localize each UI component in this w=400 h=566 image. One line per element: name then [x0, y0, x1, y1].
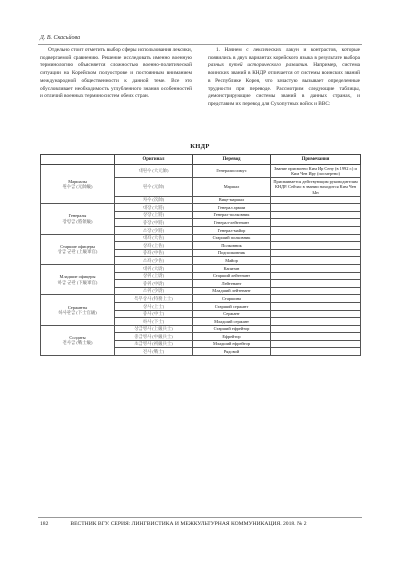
category-name-ko: 원수급 (元帥級)	[62, 184, 93, 190]
translation-cell: Младший ефрейтор	[193, 340, 271, 348]
original-cell: 중좌 (中佐)	[115, 249, 193, 257]
translation-cell: Старший лейтенант	[193, 272, 271, 280]
original-cell: 차수 (次帥)	[115, 196, 193, 204]
translation-cell: Маршал	[193, 178, 271, 196]
rank-category-cell	[41, 325, 115, 355]
note-cell	[271, 196, 361, 204]
translation-cell: Рядовой	[193, 348, 271, 356]
category-name-ko: 하급 군관 (下級軍官)	[57, 279, 98, 285]
translation-cell: Полковник	[193, 242, 271, 250]
original-cell: 상좌 (上佐)	[115, 242, 193, 250]
category-name-ko: 상급 군관 (上級軍官)	[57, 249, 98, 255]
table-row	[41, 234, 361, 242]
original-cell: 상사 (上士)	[115, 302, 193, 310]
translation-cell: Генерал-майор	[193, 226, 271, 234]
translation-cell: Младший лейтенант	[193, 287, 271, 295]
original-cell: 대원수 (大元帥)	[115, 165, 193, 178]
translation-cell: Майор	[193, 257, 271, 265]
note-cell	[271, 234, 361, 242]
table-row	[41, 264, 361, 272]
note-cell	[271, 257, 361, 265]
note-cell	[271, 280, 361, 288]
translation-cell: Сержант	[193, 310, 271, 318]
original-cell: 중급병사 (中級兵士)	[115, 333, 193, 341]
paragraph-emphasis: разных путей исторического развития	[208, 62, 308, 69]
original-cell: 대장 (大將)	[115, 204, 193, 212]
table-title: КНДР	[190, 143, 210, 150]
note-cell	[271, 295, 361, 303]
translation-cell: Старший сержант	[193, 302, 271, 310]
note-cell	[271, 264, 361, 272]
left-column-paragraph: Отдельно стоит отметить выбор сферы использования лексики, подвергаемой сравнению. Решение исследовать именно военную терминологию объясняется сложностью военно-политической ситуации на Корейском полуострове и постоянным вниманием международной общественности к данной теме. Все это обусловливает необходимость углубленного знания особенностей и отличий военных терминосистем обеих стран.	[40, 47, 192, 100]
category-name-ko: 전사급 (戰士級)	[62, 340, 93, 346]
original-cell: 중장 (中將)	[115, 219, 193, 227]
table-body	[41, 165, 361, 356]
category-name-ru: Генералы	[68, 213, 87, 219]
category-name-ru: Младшие офицеры	[59, 274, 96, 280]
original-cell: 중위 (中尉)	[115, 280, 193, 288]
rank-category-cell	[41, 165, 115, 204]
translation-cell: Старший полковник	[193, 234, 271, 242]
category-name-ru: Солдаты	[69, 334, 86, 340]
original-cell: 하사 (下士)	[115, 318, 193, 326]
note-cell	[271, 287, 361, 295]
original-cell: 원수 (元帥)	[115, 178, 193, 196]
translation-cell: Подполковник	[193, 249, 271, 257]
footer	[40, 521, 360, 527]
table-row	[41, 325, 361, 333]
note-cell	[271, 219, 361, 227]
original-cell: 소장 (少將)	[115, 226, 193, 234]
original-cell: 전사 (戰士)	[115, 348, 193, 356]
translation-cell: Лейтенант	[193, 280, 271, 288]
category-name-ru: Маршалы	[68, 178, 87, 184]
note-cell	[271, 325, 361, 333]
note-cell	[271, 318, 361, 326]
right-column	[208, 47, 360, 109]
original-cell: 대좌 (大佐)	[115, 234, 193, 242]
table-row	[41, 295, 361, 303]
header-original: Оригинал	[115, 155, 193, 165]
translation-cell: Генерал армии	[193, 204, 271, 212]
note-cell	[271, 242, 361, 250]
table-header-row	[41, 155, 361, 165]
header-category	[41, 155, 115, 165]
note-cell	[271, 204, 361, 212]
rank-category-cell	[41, 204, 115, 234]
note-cell: Звание присвоено Ким Ир Сену (в 1992 г.) и Ким Чен Иру (посмертно)	[271, 165, 361, 178]
original-cell: 초급병사 (初級兵士)	[115, 340, 193, 348]
note-cell	[271, 249, 361, 257]
header-notes: Примечания	[271, 155, 361, 165]
note-cell	[271, 302, 361, 310]
translation-cell: Вице-маршал	[193, 196, 271, 204]
category-name-ko: 장령급 (將領級)	[62, 218, 93, 224]
original-cell: 상장 (上將)	[115, 211, 193, 219]
rank-table	[40, 154, 361, 356]
category-name-ru: Старшие офицеры	[60, 243, 95, 249]
translation-cell: Генерал-лейтенант	[193, 219, 271, 227]
table-row	[41, 204, 361, 212]
header-rule	[38, 44, 362, 45]
note-cell: Присваивается действующим руководителям КНДР. Сейчас в звании находится Ким Чен Ын	[271, 178, 361, 196]
category-name-ru: Сержанты	[67, 304, 88, 310]
page-number: 182	[40, 521, 49, 527]
original-cell: 소좌 (少佐)	[115, 257, 193, 265]
rank-category-cell	[41, 295, 115, 325]
original-cell: 상위 (上尉)	[115, 272, 193, 280]
note-cell	[271, 211, 361, 219]
journal-name: ВЕСТНИК ВГУ. СЕРИЯ: ЛИНГВИСТИКА И МЕЖКУЛЬТУРНАЯ КОММУНИКАЦИЯ. 2018. № 2	[70, 521, 307, 527]
paragraph-text-end: . Например, система воинских званий в КНДР отличается от системы воинских званий в Республике Корея, что зачастую вызывает определенные трудности при переводе. Рассмотрим следующие таблицы, демонстрирующие системы званий в данных странах, и представим их перевод для Сухопутных войск и ВВС:	[208, 62, 360, 107]
rank-category-cell	[41, 264, 115, 294]
left-column	[40, 47, 192, 101]
note-cell	[271, 348, 361, 356]
original-cell: 중사 (中士)	[115, 310, 193, 318]
original-cell: 소위 (少尉)	[115, 287, 193, 295]
note-cell	[271, 333, 361, 341]
running-head: Д. В. Скасьйова	[40, 35, 81, 41]
table-row	[41, 165, 361, 178]
translation-cell: Капитан	[193, 264, 271, 272]
footer-rule	[38, 517, 362, 518]
note-cell	[271, 340, 361, 348]
header-translation: Перевод	[193, 155, 271, 165]
note-cell	[271, 226, 361, 234]
rank-category-cell	[41, 234, 115, 264]
translation-cell: Старший ефрейтор	[193, 325, 271, 333]
category-name-ko: 하사관급 (下士官級)	[58, 310, 97, 315]
translation-cell: Генерал-полковник	[193, 211, 271, 219]
translation-cell: Генералиссимус	[193, 165, 271, 178]
original-cell: 상급병사 (上級兵士)	[115, 325, 193, 333]
translation-cell: Младший сержант	[193, 318, 271, 326]
translation-cell: Ефрейтор	[193, 333, 271, 341]
original-cell: 특무상사 (特務上士)	[115, 295, 193, 303]
original-cell: 대위 (大尉)	[115, 264, 193, 272]
paragraph-text-start: 1. Начнем с лексических лакун и контрастов, которые появились в двух вариантах корейского языка в результате выбора	[208, 47, 360, 61]
note-cell	[271, 310, 361, 318]
translation-cell: Старшина	[193, 295, 271, 303]
note-cell	[271, 272, 361, 280]
right-column-paragraph	[208, 47, 360, 109]
